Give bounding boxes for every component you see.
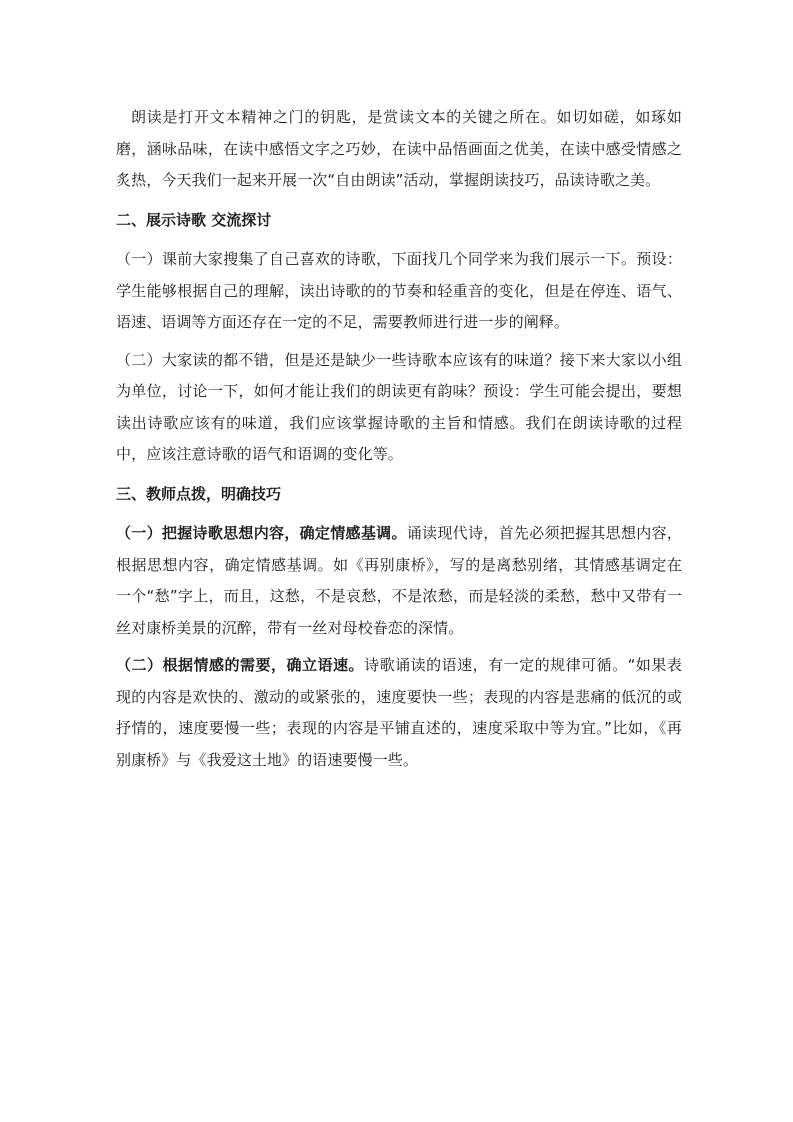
document-body <box>116 102 682 782</box>
section2-item-2: （二）大家读的都不错，但是还是缺少一些诗歌本应该有的味道？接下来大家以小组为单位，讨论一下，如何才能让我们的朗读更有韵味？预设：学生可能会提出，要想读出诗歌应该有的味道，我们应该掌握诗歌的主旨和情感。我们在朗读诗歌的过程中，应该注意诗歌的语气和语调的变化等。 <box>116 350 682 463</box>
section3-item-1-body: 诵读现代诗，首先必须把握其思想内容，根据思想内容，确定情感基调。如《再别康桥》，写的是离愁别绪，其情感基调定在一个“愁”字上，而且，这愁，不是哀愁，不是浓愁，而是轻淡的柔愁，愁中又带有一丝对康桥美景的沉醉，带有一丝对母校眷恋的深情。 <box>116 524 682 637</box>
section3-item-2-body: 诗歌诵读的语速，有一定的规律可循。“如果表现的内容是欢快的、激动的或紧张的，速度要快一些；表现的内容是悲痛的低沉的或抒情的，速度要慢一些；表现的内容是平铺直述的，速度采取中等为宜。”比如，《再别康桥》与《我爱这土地》的语速要慢一些。 <box>116 656 682 769</box>
intro-paragraph: 朗读是打开文本精神之门的钥匙，是赏读文本的关键之所在。如切如磋，如琢如磨，涵咏品味，在读中感悟文字之巧妙，在读中品悟画面之优美，在读中感受情感之炙热，今天我们一起来开展一次“自由朗读”活动，掌握朗读技巧，品读诗歌之美。 <box>116 108 682 189</box>
section3-item-1 <box>116 518 682 644</box>
section-heading-2: 二、展示诗歌 交流探讨 <box>116 210 272 229</box>
section3-item-1-lead: （一）把握诗歌思想内容，确定情感基调。 <box>116 524 407 542</box>
section3-item-2 <box>116 650 682 776</box>
section3-item-2-lead: （二）根据情感的需要，确立语速。 <box>116 656 365 674</box>
section2-item-1: （一）课前大家搜集了自己喜欢的诗歌，下面找几个同学来为我们展示一下。预设：学生能够根据自己的理解，读出诗歌的的节奏和轻重音的变化，但是在停连、语气、语速、语调等方面还存在一定的不足，需要教师进行进一步的阐释。 <box>116 250 682 331</box>
section-heading-3: 三、教师点拨，明确技巧 <box>116 484 282 503</box>
